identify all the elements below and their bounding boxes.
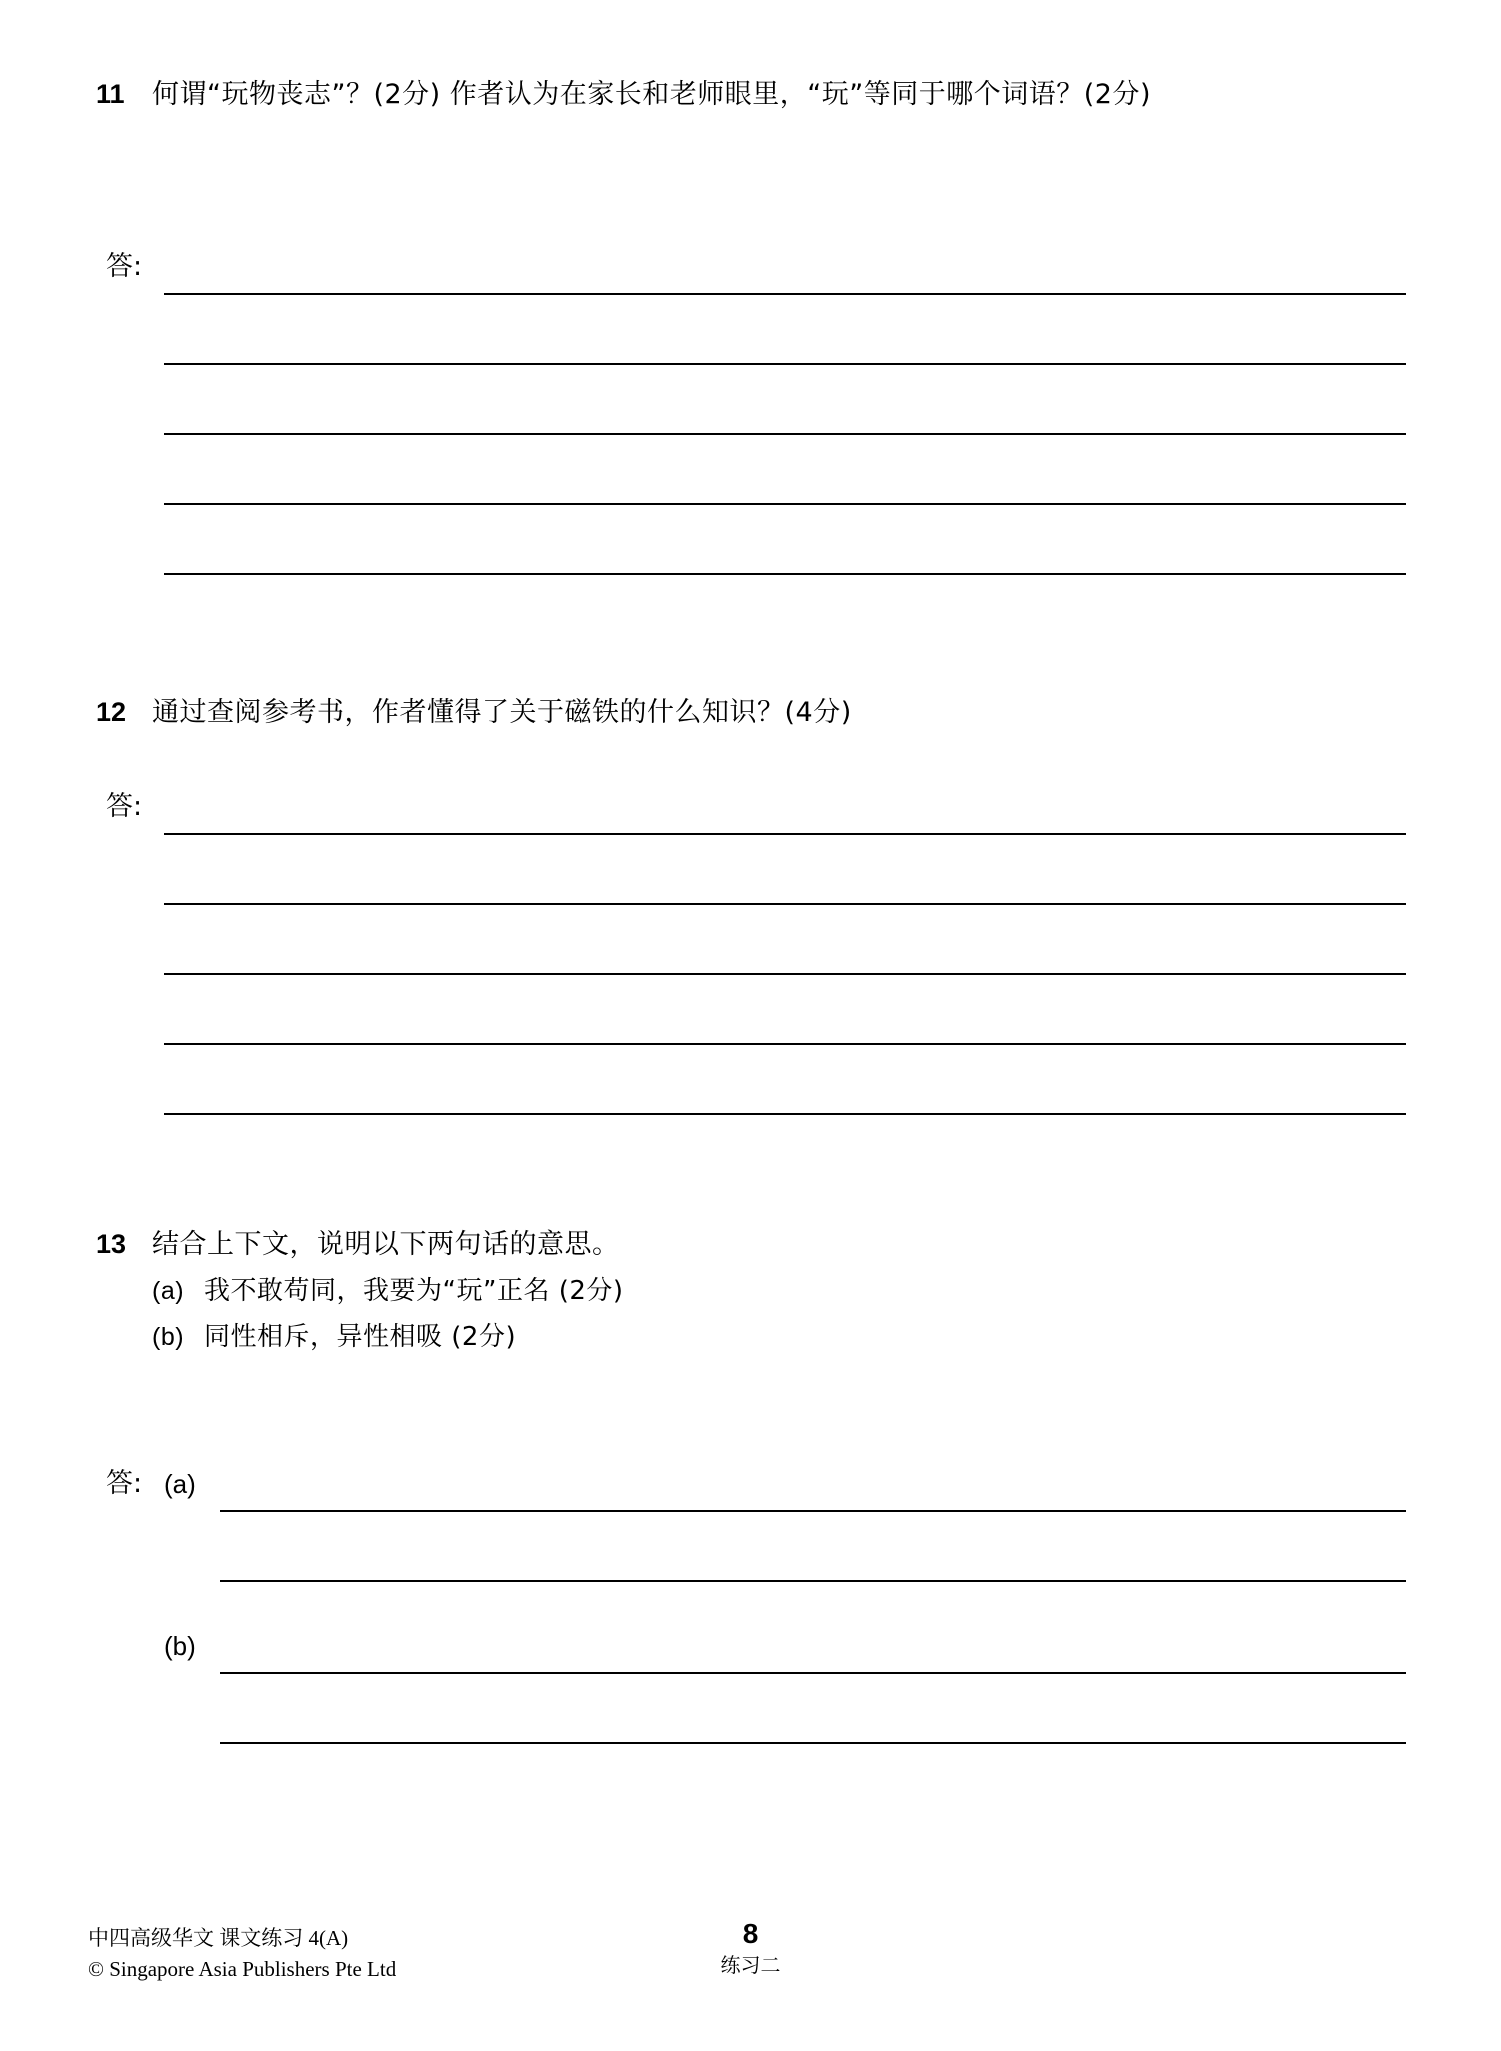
writing-rule[interactable] bbox=[220, 1580, 1406, 1582]
writing-rule[interactable] bbox=[164, 1043, 1406, 1045]
subitem-a-text: 我不敢苟同，我要为“玩”正名 (2分) bbox=[204, 1276, 624, 1306]
question-13 bbox=[96, 1222, 1406, 1360]
answer-line[interactable] bbox=[96, 295, 1406, 365]
answer-label-11: 答: bbox=[106, 251, 143, 282]
writing-rule[interactable] bbox=[220, 1672, 1406, 1674]
question-12-answer-area[interactable] bbox=[96, 765, 1406, 1115]
writing-rule[interactable] bbox=[164, 1113, 1406, 1115]
question-13-text: 结合上下文，说明以下两句话的意思。 bbox=[152, 1229, 620, 1260]
writing-rule[interactable] bbox=[220, 1510, 1406, 1512]
writing-rule[interactable] bbox=[164, 433, 1406, 435]
writing-rule[interactable] bbox=[164, 363, 1406, 365]
writing-rule[interactable] bbox=[164, 833, 1406, 835]
question-12 bbox=[96, 690, 1406, 736]
writing-rule[interactable] bbox=[164, 293, 1406, 295]
page-section-label: 练习二 bbox=[720, 1953, 781, 1977]
footer-pagination bbox=[0, 1917, 1501, 1979]
subitem-a-label: (a) bbox=[152, 1277, 185, 1305]
footer-title: 中四高级华文 课文练习 4(A) bbox=[88, 1926, 349, 1950]
question-13-number: 13 bbox=[96, 1229, 127, 1259]
answer-line[interactable] bbox=[96, 905, 1406, 975]
question-11-heading bbox=[96, 72, 1406, 118]
answer-line[interactable] bbox=[96, 1512, 1406, 1582]
writing-rule[interactable] bbox=[164, 903, 1406, 905]
question-13-subitem-a bbox=[152, 1268, 1406, 1314]
answer-label-12: 答: bbox=[106, 791, 143, 822]
writing-rule[interactable] bbox=[220, 1742, 1406, 1744]
writing-rule[interactable] bbox=[164, 973, 1406, 975]
answer-line[interactable] bbox=[96, 1045, 1406, 1115]
question-13-subitem-b bbox=[152, 1314, 1406, 1360]
answer-line[interactable] bbox=[96, 435, 1406, 505]
question-12-number: 12 bbox=[96, 697, 127, 727]
answer-line[interactable] bbox=[96, 835, 1406, 905]
answer-line[interactable] bbox=[96, 505, 1406, 575]
answer-line[interactable] bbox=[96, 1442, 1406, 1512]
question-11-text: 何谓“玩物丧志”？(2分) 作者认为在家长和老师眼里，“玩”等同于哪个词语？(2分) bbox=[152, 79, 1152, 110]
question-11 bbox=[96, 72, 1406, 118]
answer-line[interactable] bbox=[96, 975, 1406, 1045]
footer-copyright: © Singapore Asia Publishers Pte Ltd bbox=[88, 1957, 397, 1981]
question-12-heading bbox=[96, 690, 1406, 736]
question-11-number: 11 bbox=[96, 79, 125, 109]
writing-rule[interactable] bbox=[164, 503, 1406, 505]
page-footer bbox=[0, 1918, 1501, 2003]
answer-line[interactable] bbox=[96, 225, 1406, 295]
answer-label-13: 答: bbox=[106, 1468, 143, 1499]
question-12-text: 通过查阅参考书，作者懂得了关于磁铁的什么知识？(4分) bbox=[152, 697, 852, 728]
question-13-answer-area[interactable] bbox=[96, 1442, 1406, 1744]
answer-line[interactable] bbox=[96, 365, 1406, 435]
question-13-heading bbox=[96, 1222, 1406, 1268]
question-11-answer-area[interactable] bbox=[96, 225, 1406, 575]
answer-line[interactable] bbox=[96, 765, 1406, 835]
answer-sublabel-a: (a) bbox=[164, 1469, 196, 1499]
writing-rule[interactable] bbox=[164, 573, 1406, 575]
page-number: 8 bbox=[742, 1918, 759, 1949]
answer-line[interactable] bbox=[96, 1582, 1406, 1674]
subitem-b-label: (b) bbox=[152, 1323, 185, 1351]
answer-line[interactable] bbox=[96, 1674, 1406, 1744]
subitem-b-text: 同性相斥，异性相吸 (2分) bbox=[204, 1322, 517, 1352]
answer-sublabel-b: (b) bbox=[164, 1631, 196, 1661]
